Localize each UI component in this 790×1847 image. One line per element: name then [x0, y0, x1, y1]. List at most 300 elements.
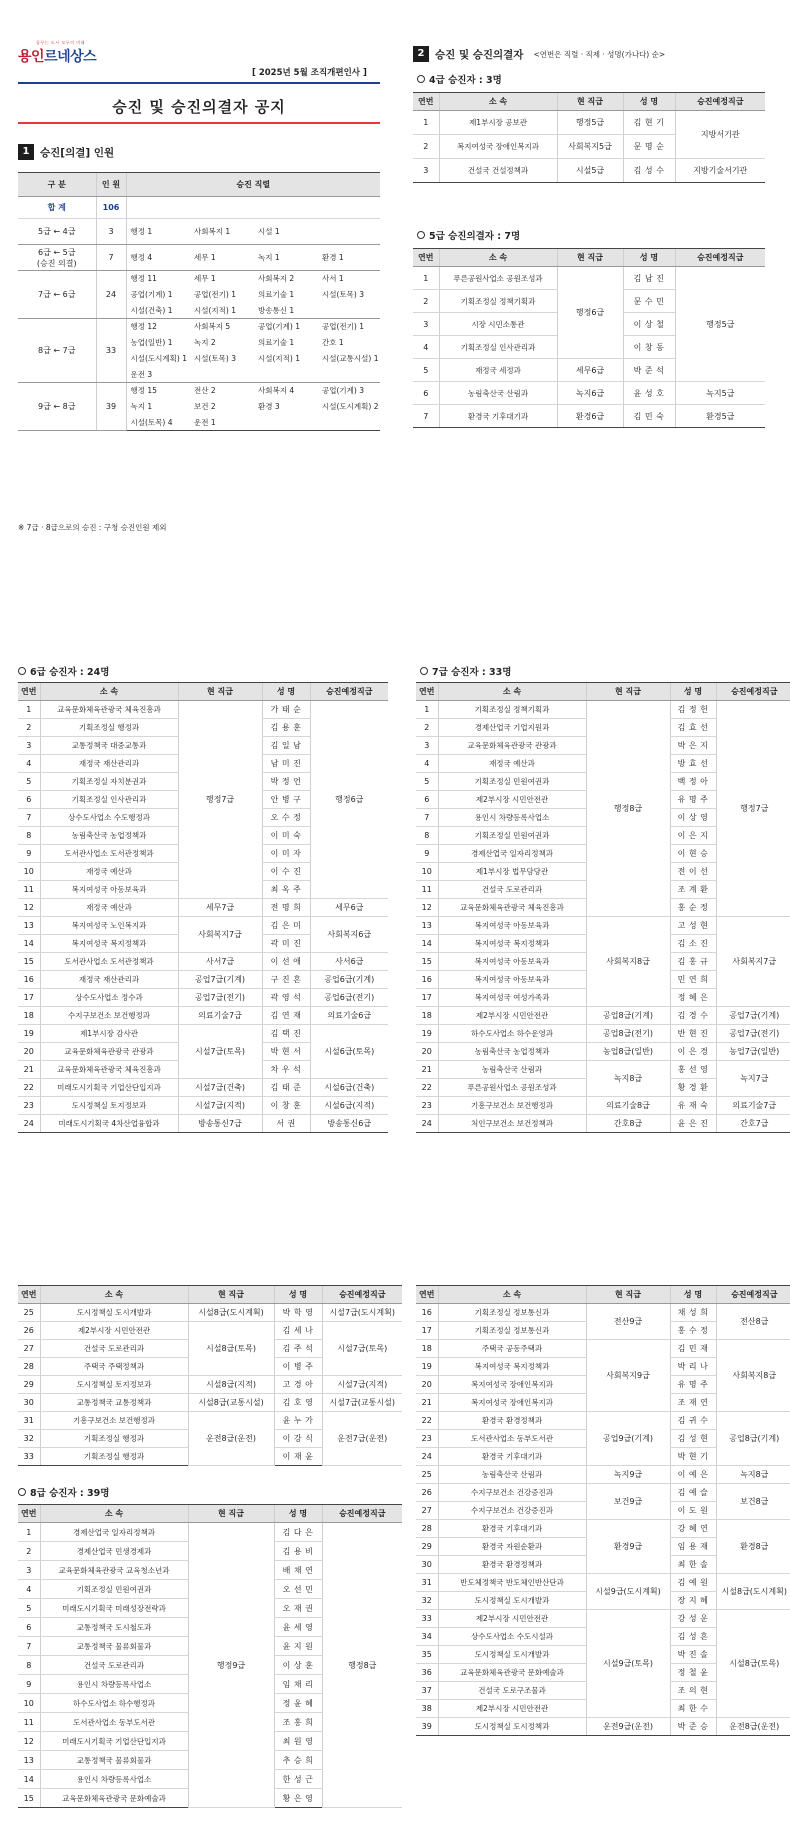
person-name: 임 용 재 — [670, 1538, 716, 1556]
row-number: 14 — [416, 935, 438, 953]
g7-table-continued — [18, 1285, 402, 1466]
section-number: 1 — [18, 144, 34, 160]
series-cell: 공업(전기) 1 — [194, 290, 236, 299]
department: 도서관사업소 동부도서관 — [438, 1430, 586, 1448]
person-name: 남 미 진 — [262, 755, 310, 773]
department: 기획조정실 정보통신과 — [438, 1304, 586, 1322]
current-grade: 환경9급 — [586, 1520, 670, 1574]
table-row — [18, 1523, 402, 1542]
department: 복지여성국 아동보육과 — [438, 971, 586, 989]
row-number: 30 — [18, 1394, 40, 1412]
current-grade: 녹지8급 — [586, 1061, 670, 1097]
table-row — [416, 1007, 790, 1025]
department: 재정국 예산과 — [40, 899, 178, 917]
department: 농림축산국 농업정책과 — [40, 827, 178, 845]
table-row — [413, 405, 765, 428]
row-number: 16 — [416, 1304, 438, 1322]
current-grade: 농업8급(일반) — [586, 1043, 670, 1061]
person-name: 전 명 희 — [262, 899, 310, 917]
g8-table — [18, 1504, 402, 1808]
column-header: 승진 직렬 — [126, 173, 380, 197]
row-number: 11 — [18, 881, 40, 899]
row-number: 23 — [416, 1097, 438, 1115]
row-number: 2 — [18, 719, 40, 737]
current-grade: 행정8급 — [586, 701, 670, 917]
g4-table — [413, 92, 765, 183]
current-grade: 사회복지9급 — [586, 1340, 670, 1412]
person-name: 윤 지 원 — [274, 1637, 322, 1656]
row-number: 24 — [416, 1448, 438, 1466]
table-row — [18, 1394, 402, 1412]
person-name: 오 수 정 — [262, 809, 310, 827]
person-name: 임 채 리 — [274, 1675, 322, 1694]
person-name: 가 태 순 — [262, 701, 310, 719]
series-cell: 의료기술 1 — [258, 338, 295, 347]
department: 복지여성국 아동보육과 — [40, 881, 178, 899]
target-grade: 사회복지8급 — [716, 1340, 790, 1412]
series-cell: 행정 11 — [126, 271, 190, 287]
person-name: 백 정 아 — [670, 773, 716, 791]
column-header: 현 직급 — [557, 249, 623, 267]
row-number: 3 — [416, 737, 438, 755]
table-row — [18, 1007, 388, 1025]
person-name: 전 이 선 — [670, 863, 716, 881]
person-name: 이 상 철 — [623, 313, 675, 336]
row-number: 8 — [18, 827, 40, 845]
row-number: 25 — [416, 1466, 438, 1484]
department: 제1부시장 공보관 — [439, 111, 557, 135]
column-header: 현 직급 — [586, 683, 670, 701]
total-label: 합 계 — [18, 197, 96, 219]
department: 용인시 차량등록사업소 — [438, 809, 586, 827]
person-name: 최 옥 주 — [262, 881, 310, 899]
department: 건설국 도로관리과 — [438, 881, 586, 899]
department: 경제산업국 기업지원과 — [438, 719, 586, 737]
person-name: 윤 누 가 — [274, 1412, 322, 1430]
header-row — [18, 173, 380, 197]
department: 제2부시장 시민안전관 — [40, 1322, 188, 1340]
department: 기흥구보건소 보건행정과 — [40, 1412, 188, 1430]
row-number: 2 — [416, 719, 438, 737]
column-header: 현 직급 — [188, 1286, 274, 1304]
department: 교통정책국 물류회물과 — [40, 1751, 188, 1770]
series-cell: 사회복지 4 — [258, 386, 295, 396]
person-name: 김 용 비 — [274, 1542, 322, 1561]
table-row — [18, 1079, 388, 1097]
header-row — [413, 249, 765, 267]
column-header: 승진예정직급 — [675, 249, 765, 267]
table-row — [416, 701, 790, 719]
person-name: 문 명 순 — [623, 135, 675, 159]
column-header: 소 속 — [439, 93, 557, 111]
table-cell — [126, 197, 380, 219]
table-row — [18, 383, 380, 399]
column-header: 소 속 — [438, 1286, 586, 1304]
row-number: 4 — [416, 755, 438, 773]
column-header: 연번 — [18, 683, 40, 701]
table-row — [416, 1466, 790, 1484]
person-name: 이 재 윤 — [274, 1448, 322, 1466]
row-number: 32 — [18, 1430, 40, 1448]
row-number: 13 — [18, 917, 40, 935]
column-header: 연번 — [413, 93, 439, 111]
series-cell: 시설(토목) 3 — [322, 290, 364, 299]
series-cell: 환경 3 — [258, 402, 280, 411]
table-row — [18, 271, 380, 287]
row-number: 24 — [416, 1115, 438, 1133]
target-grade: 시설6급(토목) — [310, 1025, 388, 1079]
department: 도서관사업소 도서관정책과 — [40, 953, 178, 971]
row-number: 5 — [413, 359, 439, 382]
series-cell: 세무 1 — [194, 274, 216, 284]
row-number: 28 — [416, 1520, 438, 1538]
series-cell: 보건 2 — [194, 402, 216, 411]
column-header: 소 속 — [40, 683, 178, 701]
department: 기획조정실 민원여권과 — [438, 773, 586, 791]
department: 건설국 도로구조물과 — [438, 1682, 586, 1700]
row-number: 31 — [18, 1412, 40, 1430]
grade-label: 7급 ← 6급 — [18, 271, 96, 319]
series-cell: 운전 3 — [126, 367, 190, 383]
department: 시장 시민소통관 — [439, 313, 557, 336]
column-header: 성 명 — [274, 1286, 322, 1304]
person-name: 채 성 희 — [670, 1304, 716, 1322]
series-cell: 시설(지적) 1 — [190, 303, 254, 319]
department: 제2부시장 시민안전관 — [438, 791, 586, 809]
current-grade: 공업8급(기계) — [586, 1007, 670, 1025]
department: 재정국 재산관리과 — [40, 971, 178, 989]
table-row — [18, 1097, 388, 1115]
target-grade: 행정6급 — [310, 701, 388, 899]
target-grade: 시설8급(토목) — [716, 1610, 790, 1718]
current-grade: 공업7급(전기) — [178, 989, 262, 1007]
column-header: 연번 — [416, 683, 438, 701]
target-grade: 행정8급 — [322, 1523, 402, 1808]
row-number: 12 — [416, 899, 438, 917]
series-cell — [318, 367, 380, 383]
department: 복지여성국 여성가족과 — [438, 989, 586, 1007]
department: 농림축산국 산림과 — [438, 1061, 586, 1079]
department: 제2부시장 시민안전관 — [438, 1700, 586, 1718]
department: 푸른공원사업소 공원조성과 — [438, 1079, 586, 1097]
department: 기획조정실 행정과 — [40, 719, 178, 737]
person-name: 차 우 석 — [262, 1061, 310, 1079]
target-grade: 환경8급 — [716, 1520, 790, 1574]
person-name: 김 정 헌 — [670, 701, 716, 719]
department: 복지여성국 장애인복지과 — [438, 1394, 586, 1412]
target-grade: 시설7급(도시계획) — [322, 1304, 402, 1322]
column-header: 승진예정직급 — [716, 1286, 790, 1304]
person-name: 강 혜 연 — [670, 1520, 716, 1538]
current-grade: 시설8급(지적) — [188, 1376, 274, 1394]
section-title: 승진 및 승진의결자 — [435, 48, 524, 61]
person-name: 곽 미 진 — [262, 935, 310, 953]
person-name: 김 민 숙 — [623, 405, 675, 428]
person-name: 문 수 민 — [623, 290, 675, 313]
target-grade: 녹지5급 — [675, 382, 765, 405]
row-number: 14 — [18, 1770, 40, 1789]
person-name: 이 창 훈 — [262, 1097, 310, 1115]
department: 환경국 환경정책과 — [438, 1556, 586, 1574]
row-number: 26 — [18, 1322, 40, 1340]
series-cell: 사회복지 5 — [194, 322, 231, 332]
department: 복지여성국 장애인복지과 — [438, 1376, 586, 1394]
column-header: 소 속 — [439, 249, 557, 267]
divider — [18, 82, 380, 84]
table-row — [18, 971, 388, 989]
department: 복지여성국 노인복지과 — [40, 917, 178, 935]
current-grade: 시설8급(교통시설) — [188, 1394, 274, 1412]
logo-slogan: 꿈꾸는 도시 모두의 미래 — [36, 40, 85, 45]
g6-label: 6급 승진자 : 24명 — [18, 664, 109, 678]
current-grade: 행정9급 — [188, 1523, 274, 1808]
current-grade: 녹지6급 — [557, 382, 623, 405]
table-row — [416, 1115, 790, 1133]
series-cell — [318, 415, 380, 431]
department: 재정국 예산과 — [40, 863, 178, 881]
department: 경제산업국 일자리정책과 — [40, 1523, 188, 1542]
target-grade: 의료기술7급 — [716, 1097, 790, 1115]
department: 하수도사업소 하수운영과 — [438, 1025, 586, 1043]
series-cell — [318, 303, 380, 319]
divider — [18, 122, 380, 124]
target-grade: 공업6급(기계) — [310, 971, 388, 989]
target-grade: 사회복지6급 — [310, 917, 388, 953]
series-cell — [254, 415, 318, 431]
table-row — [416, 1097, 790, 1115]
series-cell: 행정 4 — [126, 245, 190, 271]
person-name: 이 은 경 — [670, 1043, 716, 1061]
person-name: 이 미 자 — [262, 845, 310, 863]
person-name: 추 승 희 — [274, 1751, 322, 1770]
table-row — [413, 267, 765, 290]
row-number: 19 — [18, 1025, 40, 1043]
target-grade: 녹지7급 — [716, 1061, 790, 1097]
series-cell: 녹지 1 — [126, 399, 190, 415]
person-name: 김 예 슬 — [670, 1484, 716, 1502]
target-grade: 시설6급(지적) — [310, 1097, 388, 1115]
series-cell: 농업(일반) 1 — [126, 335, 190, 351]
department: 농림축산국 산림과 — [439, 382, 557, 405]
person-name: 이 선 애 — [262, 953, 310, 971]
column-header: 연번 — [413, 249, 439, 267]
row-number: 10 — [416, 863, 438, 881]
table-row — [416, 1718, 790, 1736]
target-grade: 공업6급(전기) — [310, 989, 388, 1007]
person-name: 박 은 지 — [670, 737, 716, 755]
series-cell: 시설 1 — [254, 219, 318, 245]
section-2-heading — [413, 46, 665, 62]
row-number: 35 — [416, 1646, 438, 1664]
row-number: 20 — [18, 1043, 40, 1061]
target-grade: 행정7급 — [716, 701, 790, 917]
table-row — [18, 219, 380, 245]
row-number: 4 — [413, 336, 439, 359]
row-number: 4 — [18, 1580, 40, 1599]
section-1-heading — [18, 144, 114, 160]
row-number: 22 — [416, 1079, 438, 1097]
target-grade: 전산8급 — [716, 1304, 790, 1340]
person-name: 박 준 석 — [623, 359, 675, 382]
department: 도시정책실 도시정책과 — [438, 1718, 586, 1736]
row-number: 12 — [18, 1732, 40, 1751]
city-logo — [18, 40, 118, 66]
series-cell: 행정 12 — [126, 319, 190, 335]
department: 환경국 기후대기과 — [438, 1520, 586, 1538]
department: 환경국 기후대기과 — [439, 405, 557, 428]
person-name: 김 현 기 — [623, 111, 675, 135]
row-number: 13 — [416, 917, 438, 935]
department: 수지구보건소 건강증진과 — [438, 1502, 586, 1520]
row-number: 2 — [18, 1542, 40, 1561]
row-number: 32 — [416, 1592, 438, 1610]
row-number: 11 — [18, 1713, 40, 1732]
department: 수지구보건소 건강증진과 — [438, 1484, 586, 1502]
row-number: 2 — [413, 290, 439, 313]
row-number: 4 — [18, 755, 40, 773]
person-name: 김 남 진 — [623, 267, 675, 290]
row-number: 6 — [18, 1618, 40, 1637]
series-cell: 사서 1 — [322, 274, 344, 284]
department: 경제산업국 일자리정책과 — [438, 845, 586, 863]
row-number: 6 — [416, 791, 438, 809]
row-number: 23 — [18, 1097, 40, 1115]
department: 기획조정실 자치분권과 — [40, 773, 178, 791]
row-number: 1 — [413, 267, 439, 290]
series-cell: 행정 1 — [126, 219, 190, 245]
table-row — [18, 319, 380, 335]
person-name: 방 효 선 — [670, 755, 716, 773]
series-cell: 운전 1 — [190, 415, 254, 431]
person-name: 박 준 승 — [670, 1718, 716, 1736]
person-name: 김 민 재 — [670, 1340, 716, 1358]
target-grade: 간호7급 — [716, 1115, 790, 1133]
target-grade: 보건8급 — [716, 1484, 790, 1520]
row-number: 7 — [413, 405, 439, 428]
column-header: 성 명 — [670, 683, 716, 701]
series-cell — [318, 219, 380, 245]
person-name: 김 연 재 — [262, 1007, 310, 1025]
person-name: 김 경 수 — [670, 1007, 716, 1025]
department: 도시정책실 도시개발과 — [438, 1646, 586, 1664]
logo-text-b: 르네상스 — [44, 49, 97, 65]
person-name: 구 진 혼 — [262, 971, 310, 989]
target-grade: 사서6급 — [310, 953, 388, 971]
column-header: 성 명 — [274, 1505, 322, 1523]
grade-label: 6급 ← 5급 (승진 의결) — [18, 245, 96, 271]
table-row — [18, 899, 388, 917]
row-number: 21 — [18, 1061, 40, 1079]
grade-count: 33 — [96, 319, 126, 383]
row-number: 27 — [416, 1502, 438, 1520]
target-grade: 지방서기관 — [675, 111, 765, 159]
row-number: 7 — [416, 809, 438, 827]
row-number: 21 — [416, 1394, 438, 1412]
department: 미래도시기획국 미래성장전략과 — [40, 1599, 188, 1618]
grade-label: 9급 ← 8급 — [18, 383, 96, 431]
row-number: 34 — [416, 1628, 438, 1646]
column-header: 승진예정직급 — [716, 683, 790, 701]
person-name: 김 태 준 — [262, 1079, 310, 1097]
g7-table — [416, 682, 790, 1133]
column-header: 현 직급 — [586, 1286, 670, 1304]
department: 제1부시장 감사관 — [40, 1025, 178, 1043]
row-number: 24 — [18, 1115, 40, 1133]
department: 미래도시기획국 기업산단입지과 — [40, 1079, 178, 1097]
person-name: 김 택 진 — [262, 1025, 310, 1043]
person-name: 조 홍 희 — [274, 1713, 322, 1732]
person-name: 정 윤 혜 — [274, 1694, 322, 1713]
department: 교육문화체육관광국 문화예술과 — [40, 1789, 188, 1808]
target-grade: 시설7급(교통시설) — [322, 1394, 402, 1412]
department: 복지여성국 아동보육과 — [438, 917, 586, 935]
department: 기흥구보건소 보건행정과 — [438, 1097, 586, 1115]
column-header: 승진예정직급 — [322, 1505, 402, 1523]
row-number: 16 — [18, 971, 40, 989]
row-number: 26 — [416, 1484, 438, 1502]
row-number: 9 — [18, 845, 40, 863]
table-row — [413, 159, 765, 183]
row-number: 3 — [413, 313, 439, 336]
person-name: 황 경 환 — [670, 1079, 716, 1097]
g7-label: 7급 승진자 : 33명 — [420, 664, 511, 678]
row-number: 15 — [416, 953, 438, 971]
person-name: 홍 선 영 — [670, 1061, 716, 1079]
department: 복지여성국 장애인복지과 — [439, 135, 557, 159]
series-cell: 의료기술 1 — [258, 290, 295, 299]
department: 교육문화체육관광국 관광과 — [40, 1043, 178, 1061]
department: 농림축산국 농업정책과 — [438, 1043, 586, 1061]
current-grade: 행정5급 — [557, 111, 623, 135]
series-cell: 사회복지 2 — [258, 274, 295, 284]
person-name: 이 예 은 — [670, 1466, 716, 1484]
target-grade: 공업8급(기계) — [716, 1412, 790, 1466]
series-cell: 공업(기계) 1 — [258, 322, 300, 332]
current-grade: 시설7급(건축) — [178, 1079, 262, 1097]
header-row — [416, 683, 790, 701]
current-grade: 방송통신7급 — [178, 1115, 262, 1133]
series-cell: 녹지 1 — [254, 245, 318, 271]
row-number: 5 — [416, 773, 438, 791]
table-row — [18, 989, 388, 1007]
current-grade: 행정6급 — [557, 267, 623, 359]
department: 복지여성국 아동보육과 — [438, 953, 586, 971]
row-number: 30 — [416, 1556, 438, 1574]
target-grade: 행정5급 — [675, 267, 765, 382]
table-row — [416, 917, 790, 935]
series-cell: 방송통신 1 — [254, 303, 318, 319]
current-grade: 공업9급(기계) — [586, 1412, 670, 1466]
current-grade: 공업8급(전기) — [586, 1025, 670, 1043]
target-grade: 세무6급 — [310, 899, 388, 917]
department: 수지구보건소 보건행정과 — [40, 1007, 178, 1025]
series-cell: 시설(토목) 4 — [126, 415, 190, 431]
g8-label: 8급 승진자 : 39명 — [18, 1485, 109, 1499]
person-name: 고 경 아 — [274, 1376, 322, 1394]
department: 교통정책국 물류회물과 — [40, 1637, 188, 1656]
person-name: 김 주 석 — [274, 1340, 322, 1358]
table-row — [413, 111, 765, 135]
table-row — [416, 1340, 790, 1358]
person-name: 서 권 — [262, 1115, 310, 1133]
department: 교육문화체육관광국 교육청소년과 — [40, 1561, 188, 1580]
department: 기획조정실 민원여권과 — [438, 827, 586, 845]
column-header: 소 속 — [40, 1505, 188, 1523]
department: 주택국 공동주택과 — [438, 1340, 586, 1358]
g6-table — [18, 682, 388, 1133]
target-grade: 운전7급(운전) — [322, 1412, 402, 1466]
person-name: 김 일 남 — [262, 737, 310, 755]
